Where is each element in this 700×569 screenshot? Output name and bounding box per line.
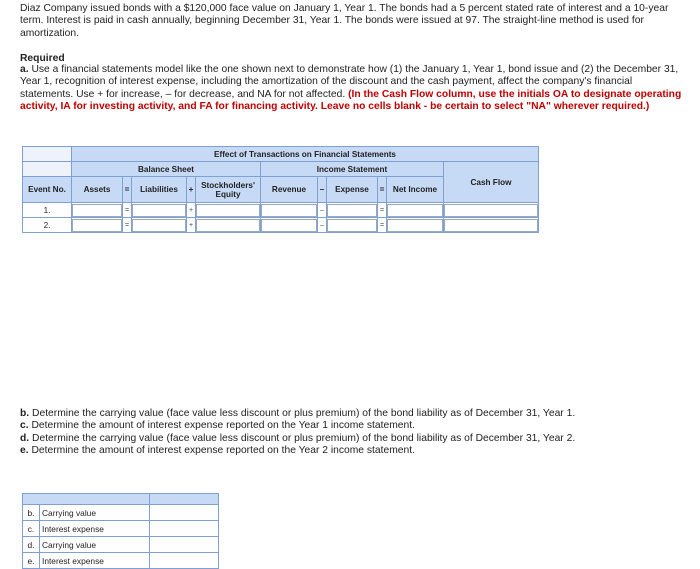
equals-operator-2: = (378, 177, 387, 203)
liabilities-input[interactable] (132, 219, 186, 232)
row-equals-2: = (378, 218, 387, 233)
answer-value-cell[interactable] (150, 553, 219, 569)
answer-value-cell[interactable] (150, 521, 219, 537)
revenue-cell[interactable] (261, 203, 318, 218)
cash-flow-input[interactable] (444, 219, 538, 232)
answer-letter: e. (23, 553, 40, 569)
answer-label: Interest expense (40, 521, 150, 537)
plus-operator: + (187, 177, 196, 203)
row-equals-2: = (378, 203, 387, 218)
equity-cell[interactable] (196, 218, 261, 233)
expense-cell[interactable] (327, 218, 378, 233)
model-row-1 (23, 203, 539, 218)
net-income-header: Net Income (387, 177, 444, 203)
net-income-cell[interactable] (387, 218, 444, 233)
part-e (20, 445, 690, 457)
answer-row-c (23, 521, 219, 537)
part-text: Determine the amount of interest expense reported on the Year 1 income statement. (31, 420, 415, 432)
assets-header: Assets (72, 177, 123, 203)
answer-label: Interest expense (40, 553, 150, 569)
answer-header-row (23, 494, 219, 505)
event-number: 1. (23, 203, 72, 218)
liabilities-input[interactable] (132, 204, 186, 217)
assets-input[interactable] (72, 204, 122, 217)
income-statement-header: Income Statement (261, 162, 444, 177)
answer-row-d (23, 537, 219, 553)
minus-operator: – (318, 177, 327, 203)
part-label: e. (20, 445, 29, 457)
row-minus: – (318, 203, 327, 218)
requirement-a (20, 64, 682, 114)
model-corner-2 (23, 162, 72, 177)
revenue-cell[interactable] (261, 218, 318, 233)
equity-cell[interactable] (196, 203, 261, 218)
event-number: 2. (23, 218, 72, 233)
expense-input[interactable] (327, 219, 377, 232)
part-b (20, 408, 690, 420)
liabilities-cell[interactable] (132, 218, 187, 233)
requirement-a-text: Use a financial statements model like the one shown next to demonstrate how (1) the January 1, Year 1, bond issue and (2) the December 31, Year 1, recognition of interest expense, including the amortization of the discount and the cash payment, affect the company's financial statements. Use + for increase, – for decrease, and NA for not affected. (20, 64, 679, 100)
answer-header (23, 494, 150, 505)
cash-flow-input[interactable] (444, 204, 538, 217)
assets-cell[interactable] (72, 218, 123, 233)
part-label: d. (20, 432, 30, 444)
net-income-input[interactable] (387, 219, 443, 232)
row-equals: = (123, 203, 132, 218)
cash-flow-cell[interactable] (444, 218, 539, 233)
liabilities-cell[interactable] (132, 203, 187, 218)
net-income-cell[interactable] (387, 203, 444, 218)
problem-intro: Diaz Company issued bonds with a $120,000 face value on January 1, Year 1. The bonds had a 5 percent stated rate of interest and a 10-year term. Interest is paid in cash annually, beginning December 31, Year 1. The bonds were issued at 97. The straight-line method is used for amortization. (20, 3, 669, 39)
stockholders-equity-header: Stockholders' Equity (196, 177, 261, 203)
requirement-a-instructions: (In the Cash Flow column, use the initials OA to designate operating activity, IA for investing activity, and FA for financing activity. Leave no cells blank - be certain to select "NA" wherever required.) (20, 88, 682, 113)
row-plus: + (187, 203, 196, 218)
required-heading: Required (20, 53, 65, 64)
model-corner (23, 147, 72, 162)
assets-input[interactable] (72, 219, 122, 232)
equity-input[interactable] (196, 219, 260, 232)
expense-header: Expense (327, 177, 378, 203)
row-equals: = (123, 218, 132, 233)
balance-sheet-header: Balance Sheet (72, 162, 261, 177)
answer-label: Carrying value (40, 505, 150, 521)
financial-statements-model (22, 146, 539, 233)
answer-header-value (150, 494, 219, 505)
requirement-a-label: a. (20, 64, 29, 75)
row-minus: – (318, 218, 327, 233)
answer-label: Carrying value (40, 537, 150, 553)
revenue-header: Revenue (261, 177, 318, 203)
part-label: c. (20, 420, 29, 432)
answer-letter: b. (23, 505, 40, 521)
assets-cell[interactable] (72, 203, 123, 218)
row-plus: + (187, 218, 196, 233)
revenue-input[interactable] (261, 204, 317, 217)
part-d (20, 433, 690, 445)
answer-value-cell[interactable] (150, 537, 219, 553)
parts-b-to-e (20, 408, 690, 458)
answer-letter: d. (23, 537, 40, 553)
part-text: Determine the carrying value (face value less discount or plus premium) of the bond liability as of December 31, Year 2. (32, 432, 576, 444)
part-text: Determine the carrying value (face value less discount or plus premium) of the bond liability as of December 31, Year 1. (32, 408, 576, 419)
part-label: b. (20, 408, 30, 419)
carrying-value-year2-input[interactable] (152, 538, 216, 551)
answer-letter: c. (23, 521, 40, 537)
expense-cell[interactable] (327, 203, 378, 218)
cash-flow-header: Cash Flow (444, 162, 539, 203)
part-c (20, 420, 690, 432)
equals-operator: = (123, 177, 132, 203)
answer-row-b (23, 505, 219, 521)
cash-flow-cell[interactable] (444, 203, 539, 218)
carrying-value-year1-input[interactable] (152, 506, 216, 519)
model-title: Effect of Transactions on Financial Statements (72, 147, 539, 162)
event-no-header: Event No. (23, 177, 72, 203)
liabilities-header: Liabilities (132, 177, 187, 203)
equity-input[interactable] (196, 204, 260, 217)
model-row-2 (23, 218, 539, 233)
part-text: Determine the amount of interest expense reported on the Year 2 income statement. (31, 445, 415, 457)
interest-expense-year2-input[interactable] (152, 554, 216, 567)
interest-expense-year1-input[interactable] (152, 522, 216, 535)
answer-row-e (23, 553, 219, 569)
answer-value-cell[interactable] (150, 505, 219, 521)
net-income-input[interactable] (387, 204, 443, 217)
revenue-input[interactable] (261, 219, 317, 232)
expense-input[interactable] (327, 204, 377, 217)
